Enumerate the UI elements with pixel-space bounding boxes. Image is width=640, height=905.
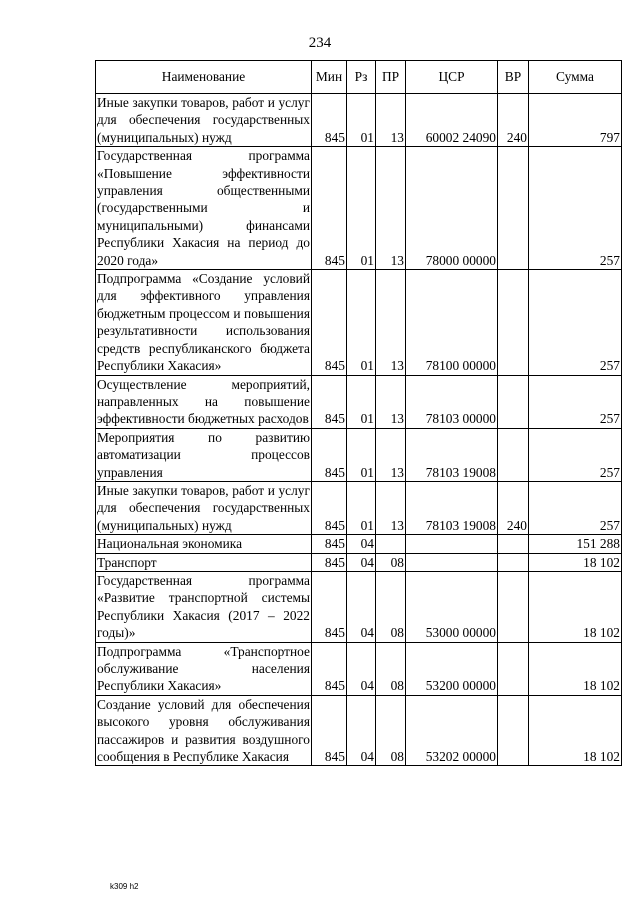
row-min: 845 [312, 695, 347, 766]
row-vr [498, 375, 529, 428]
page-number: 234 [308, 35, 332, 51]
row-min: 845 [312, 553, 347, 571]
row-sum: 797 [529, 94, 622, 147]
row-vr [498, 147, 529, 270]
row-min: 845 [312, 375, 347, 428]
row-name: Подпрограмма «Транспортное обслуживание населения Республики Хакасия» [97, 643, 310, 694]
table-row [96, 428, 622, 481]
row-name: Национальная экономика [96, 535, 312, 553]
row-rz: 01 [347, 375, 376, 428]
table-row [96, 535, 622, 553]
row-csr: 78103 00000 [406, 375, 498, 428]
row-sum: 257 [529, 270, 622, 375]
row-pr: 08 [376, 553, 406, 571]
row-sum: 257 [529, 147, 622, 270]
table-row [96, 481, 622, 534]
row-csr: 53000 00000 [406, 571, 498, 642]
row-pr: 08 [376, 642, 406, 695]
row-min: 845 [312, 94, 347, 147]
row-name: Государственная программа «Повышение эффективности управления общественными (государственными и муниципальными) финансами Республики Хакасия на период до 2020 года» [97, 148, 310, 268]
table-row [96, 571, 622, 642]
row-pr: 13 [376, 94, 406, 147]
row-rz: 01 [347, 270, 376, 375]
row-vr [498, 553, 529, 571]
header-pr: ПР [376, 61, 406, 94]
header-rz: Рз [347, 61, 376, 94]
table-row [96, 375, 622, 428]
row-csr [406, 535, 498, 553]
row-csr: 78100 00000 [406, 270, 498, 375]
row-pr: 13 [376, 481, 406, 534]
table-row [96, 270, 622, 375]
row-vr: 240 [498, 481, 529, 534]
row-pr: 13 [376, 375, 406, 428]
row-min: 845 [312, 428, 347, 481]
row-min: 845 [312, 481, 347, 534]
row-pr: 13 [376, 428, 406, 481]
table-row [96, 695, 622, 766]
row-rz: 04 [347, 695, 376, 766]
row-vr: 240 [498, 94, 529, 147]
row-rz: 01 [347, 481, 376, 534]
row-rz: 01 [347, 94, 376, 147]
row-sum: 18 102 [529, 642, 622, 695]
row-rz: 01 [347, 428, 376, 481]
row-min: 845 [312, 147, 347, 270]
row-vr [498, 428, 529, 481]
row-csr: 78103 19008 [406, 481, 498, 534]
table-row [96, 147, 622, 270]
row-csr: 53202 00000 [406, 695, 498, 766]
row-name: Иные закупки товаров, работ и услуг для обеспечения государственных (муниципальных) нужд [97, 482, 310, 533]
row-min: 845 [312, 571, 347, 642]
header-name: Наименование [96, 61, 312, 94]
row-name: Осуществление мероприятий, направленных на повышение эффективности бюджетных расходов [97, 376, 310, 427]
table-row [96, 553, 622, 571]
footer-code: k309 h2 [110, 882, 139, 891]
row-min: 845 [312, 642, 347, 695]
row-name: Транспорт [96, 553, 312, 571]
row-csr [406, 553, 498, 571]
table-row [96, 642, 622, 695]
row-name: Иные закупки товаров, работ и услуг для обеспечения государственных (муниципальных) нужд [97, 95, 310, 145]
row-sum: 18 102 [529, 553, 622, 571]
row-csr: 78000 00000 [406, 147, 498, 270]
header-min: Мин [312, 61, 347, 94]
row-vr [498, 571, 529, 642]
header-csr: ЦСР [406, 61, 498, 94]
row-pr: 08 [376, 571, 406, 642]
header-sum: Сумма [529, 61, 622, 94]
row-csr: 53200 00000 [406, 642, 498, 695]
row-rz: 04 [347, 535, 376, 553]
table-row [96, 94, 622, 147]
row-rz: 04 [347, 553, 376, 571]
row-rz: 04 [347, 571, 376, 642]
table-header-row [96, 61, 622, 94]
row-rz: 04 [347, 642, 376, 695]
row-vr [498, 535, 529, 553]
header-vr: ВР [498, 61, 529, 94]
budget-table [95, 60, 622, 766]
row-sum: 257 [529, 428, 622, 481]
row-vr [498, 270, 529, 375]
row-name: Государственная программа «Развитие транспортной системы Республики Хакасия (2017 – 2022 годы)» [97, 572, 310, 641]
row-csr: 78103 19008 [406, 428, 498, 481]
row-sum: 257 [529, 375, 622, 428]
row-pr: 08 [376, 695, 406, 766]
row-sum: 151 288 [529, 535, 622, 553]
row-pr [376, 535, 406, 553]
row-min: 845 [312, 535, 347, 553]
row-pr: 13 [376, 270, 406, 375]
row-vr [498, 695, 529, 766]
row-csr: 60002 24090 [406, 94, 498, 147]
row-name: Создание условий для обеспечения высокого уровня обслуживания пассажиров и развития воздушного сообщения в Республике Хакасия [97, 696, 310, 765]
row-pr: 13 [376, 147, 406, 270]
row-name: Мероприятия по развитию автоматизации процессов управления [97, 429, 310, 480]
row-vr [498, 642, 529, 695]
row-name: Подпрограмма «Создание условий для эффективного управления бюджетным процессом и повышения результативности использования средств республиканского бюджета Республики Хакасия» [97, 271, 310, 374]
row-sum: 257 [529, 481, 622, 534]
row-sum: 18 102 [529, 695, 622, 766]
row-sum: 18 102 [529, 571, 622, 642]
row-min: 845 [312, 270, 347, 375]
row-rz: 01 [347, 147, 376, 270]
